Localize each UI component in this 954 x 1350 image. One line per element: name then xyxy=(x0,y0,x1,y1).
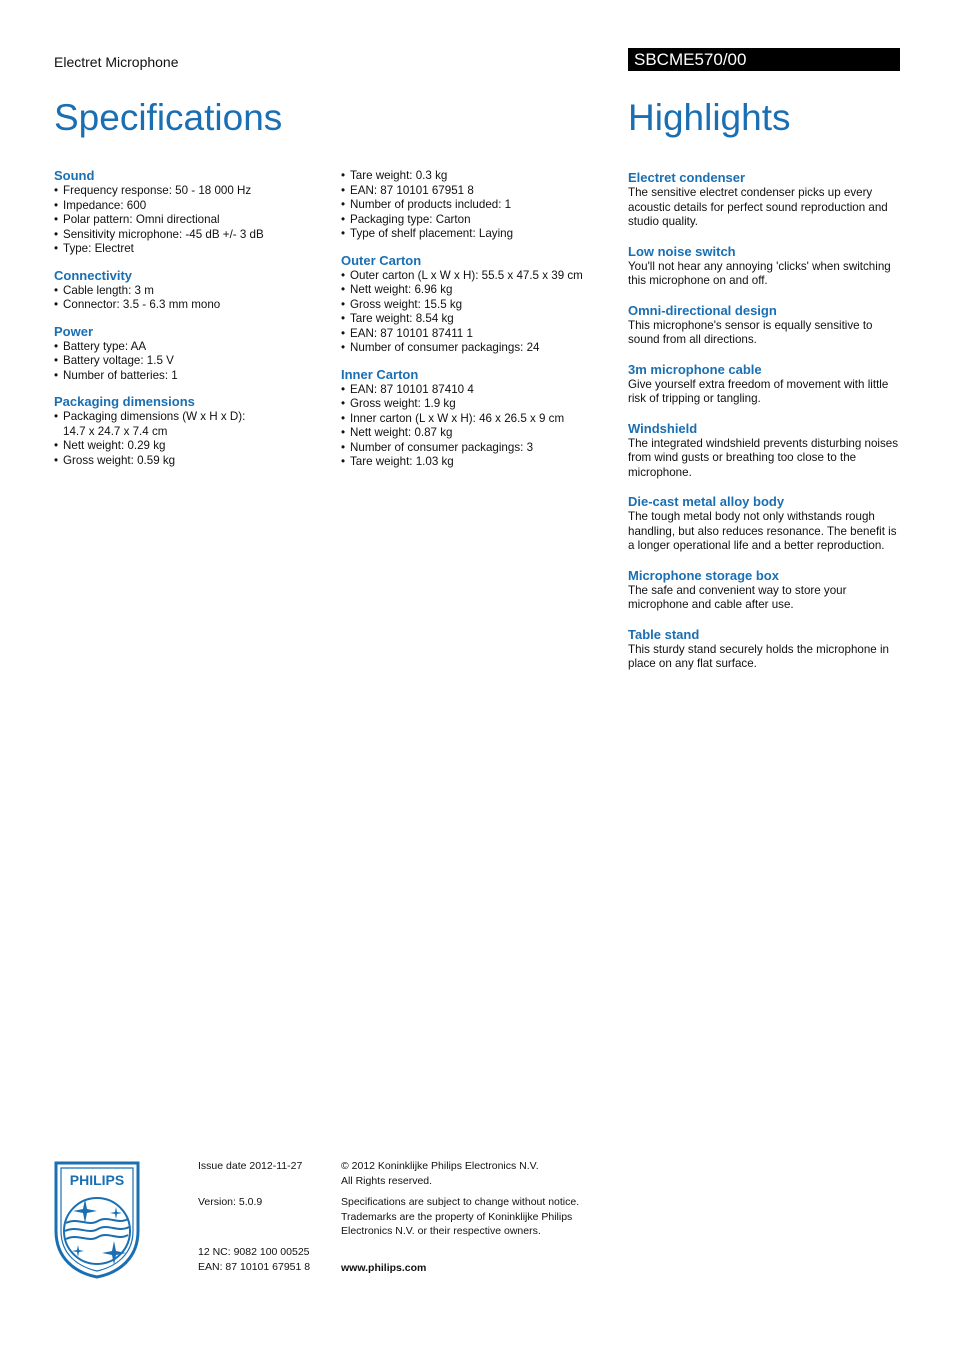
spec-list-connectivity xyxy=(54,284,324,313)
spec-item: • Number of consumer packagings: 3 xyxy=(341,441,611,456)
spec-item: • Polar pattern: Omni directional xyxy=(54,213,324,228)
notice-line: Trademarks are the property of Koninklijke Philips xyxy=(341,1210,573,1223)
spec-item: • Battery type: AA xyxy=(54,340,324,355)
copyright-line: © 2012 Koninklijke Philips Electronics N.V. xyxy=(341,1160,539,1172)
spec-item: • Number of consumer packagings: 24 xyxy=(341,341,611,356)
spec-item: • Number of batteries: 1 xyxy=(54,369,324,384)
ean-number: EAN: 87 10101 67951 8 xyxy=(198,1260,311,1273)
notice-line: Specifications are subject to change without notice. xyxy=(341,1196,580,1208)
specifications-title: Specifications xyxy=(54,97,283,138)
notice-line: Electronics N.V. or their respective owners. xyxy=(341,1225,541,1237)
spec-item: • Nett weight: 0.87 kg xyxy=(341,426,611,441)
spec-item: • Tare weight: 8.54 kg xyxy=(341,312,611,327)
spec-list-packaging-continued xyxy=(341,169,611,242)
version: Version: 5.0.9 xyxy=(198,1195,263,1208)
spec-item: • Type of shelf placement: Laying xyxy=(341,227,611,242)
spec-item: • Packaging type: Carton xyxy=(341,213,611,228)
spec-item: • EAN: 87 10101 67951 8 xyxy=(341,184,611,199)
highlight-text: Give yourself extra freedom of movement with little risk of tripping or tangling. xyxy=(628,377,889,405)
specs-column-1 xyxy=(54,168,324,468)
spec-list-inner-carton xyxy=(341,383,611,470)
website-link[interactable]: www.philips.com xyxy=(341,1261,427,1274)
spec-item: • Impedance: 600 xyxy=(54,199,324,214)
nc-number: 12 NC: 9082 100 00525 xyxy=(198,1246,310,1258)
spec-heading-packaging-dimensions: Packaging dimensions xyxy=(54,394,195,409)
spec-list-outer-carton xyxy=(341,269,611,356)
highlight-text: This sturdy stand securely holds the microphone in place on any flat surface. xyxy=(628,642,889,670)
highlight-text: The safe and convenient way to store your microphone and cable after use. xyxy=(628,583,847,611)
spec-item: • Inner carton (L x W x H): 46 x 26.5 x 9 cm xyxy=(341,412,611,427)
spec-heading-inner-carton: Inner Carton xyxy=(341,366,419,382)
highlight-heading: Die-cast metal alloy body xyxy=(628,494,785,509)
spec-heading-power: Power xyxy=(54,323,94,339)
spec-item: • Battery voltage: 1.5 V xyxy=(54,354,324,369)
footer-legal xyxy=(341,1159,611,1275)
product-type: Electret Microphone xyxy=(54,54,179,70)
spec-item: • EAN: 87 10101 87411 1 xyxy=(341,327,611,342)
spec-item: • Connector: 3.5 - 6.3 mm mono xyxy=(54,298,324,313)
spec-item: • Frequency response: 50 - 18 000 Hz xyxy=(54,184,324,199)
spec-item: • EAN: 87 10101 87410 4 xyxy=(341,383,611,398)
spec-item: • Cable length: 3 m xyxy=(54,284,324,299)
philips-logo xyxy=(54,1161,140,1279)
spec-heading-sound: Sound xyxy=(54,168,95,183)
spec-item: • Gross weight: 1.9 kg xyxy=(341,397,611,412)
highlight-heading: Windshield xyxy=(628,420,698,436)
spec-list-packaging-dimensions xyxy=(54,410,254,468)
highlight-heading: Omni-directional design xyxy=(628,302,777,318)
spec-item: • Nett weight: 0.29 kg xyxy=(54,439,254,454)
spec-item: • Type: Electret xyxy=(54,242,324,257)
spec-item: • Tare weight: 1.03 kg xyxy=(341,455,611,470)
specs-column-2 xyxy=(341,169,611,470)
issue-date: Issue date 2012-11-27 xyxy=(198,1160,303,1172)
footer-meta xyxy=(198,1159,328,1274)
rights-line: All Rights reserved. xyxy=(341,1174,433,1187)
highlight-heading: Microphone storage box xyxy=(628,567,779,583)
logo-wordmark: PHILIPS xyxy=(69,1172,125,1188)
spec-heading-outer-carton: Outer Carton xyxy=(341,252,422,268)
spec-heading-connectivity: Connectivity xyxy=(54,267,133,283)
highlight-text: The sensitive electret condenser picks up every acoustic details for perfect sound reproduction and studio quality. xyxy=(628,186,888,228)
highlights-title: Highlights xyxy=(628,97,791,138)
spec-item: • Nett weight: 6.96 kg xyxy=(341,283,611,298)
spec-item: • Gross weight: 0.59 kg xyxy=(54,454,254,469)
spec-item: • Sensitivity microphone: -45 dB +/- 3 dB xyxy=(54,228,324,243)
highlight-heading: 3m microphone cable xyxy=(628,361,762,377)
highlight-heading: Low noise switch xyxy=(628,243,736,259)
highlight-text: This microphone's sensor is equally sensitive to sound from all directions. xyxy=(628,318,873,346)
spec-item: • Packaging dimensions (W x H x D): 14.7 x 24.7 x 7.4 cm xyxy=(54,410,254,439)
highlight-text: The integrated windshield prevents disturbing noises from wind gusts or breathing too close to the microphone. xyxy=(628,436,899,479)
spec-item: • Number of products included: 1 xyxy=(341,198,611,213)
spec-item: • Tare weight: 0.3 kg xyxy=(341,169,611,184)
spec-list-power xyxy=(54,340,324,384)
model-number-bar: SBCME570/00 xyxy=(628,48,900,71)
highlight-heading: Table stand xyxy=(628,626,700,642)
highlight-text: You'll not hear any annoying 'clicks' when switching this microphone on and off. xyxy=(628,259,891,287)
highlight-text: The tough metal body not only withstands rough handling, but also reduces resonance. The benefit is a longer operational life and a better reproduction. xyxy=(628,510,897,552)
highlights-column xyxy=(628,170,900,672)
spec-list-sound xyxy=(54,184,324,257)
spec-item: • Gross weight: 15.5 kg xyxy=(341,298,611,313)
spec-item: • Outer carton (L x W x H): 55.5 x 47.5 x 39 cm xyxy=(341,269,611,284)
highlight-heading: Electret condenser xyxy=(628,170,746,185)
